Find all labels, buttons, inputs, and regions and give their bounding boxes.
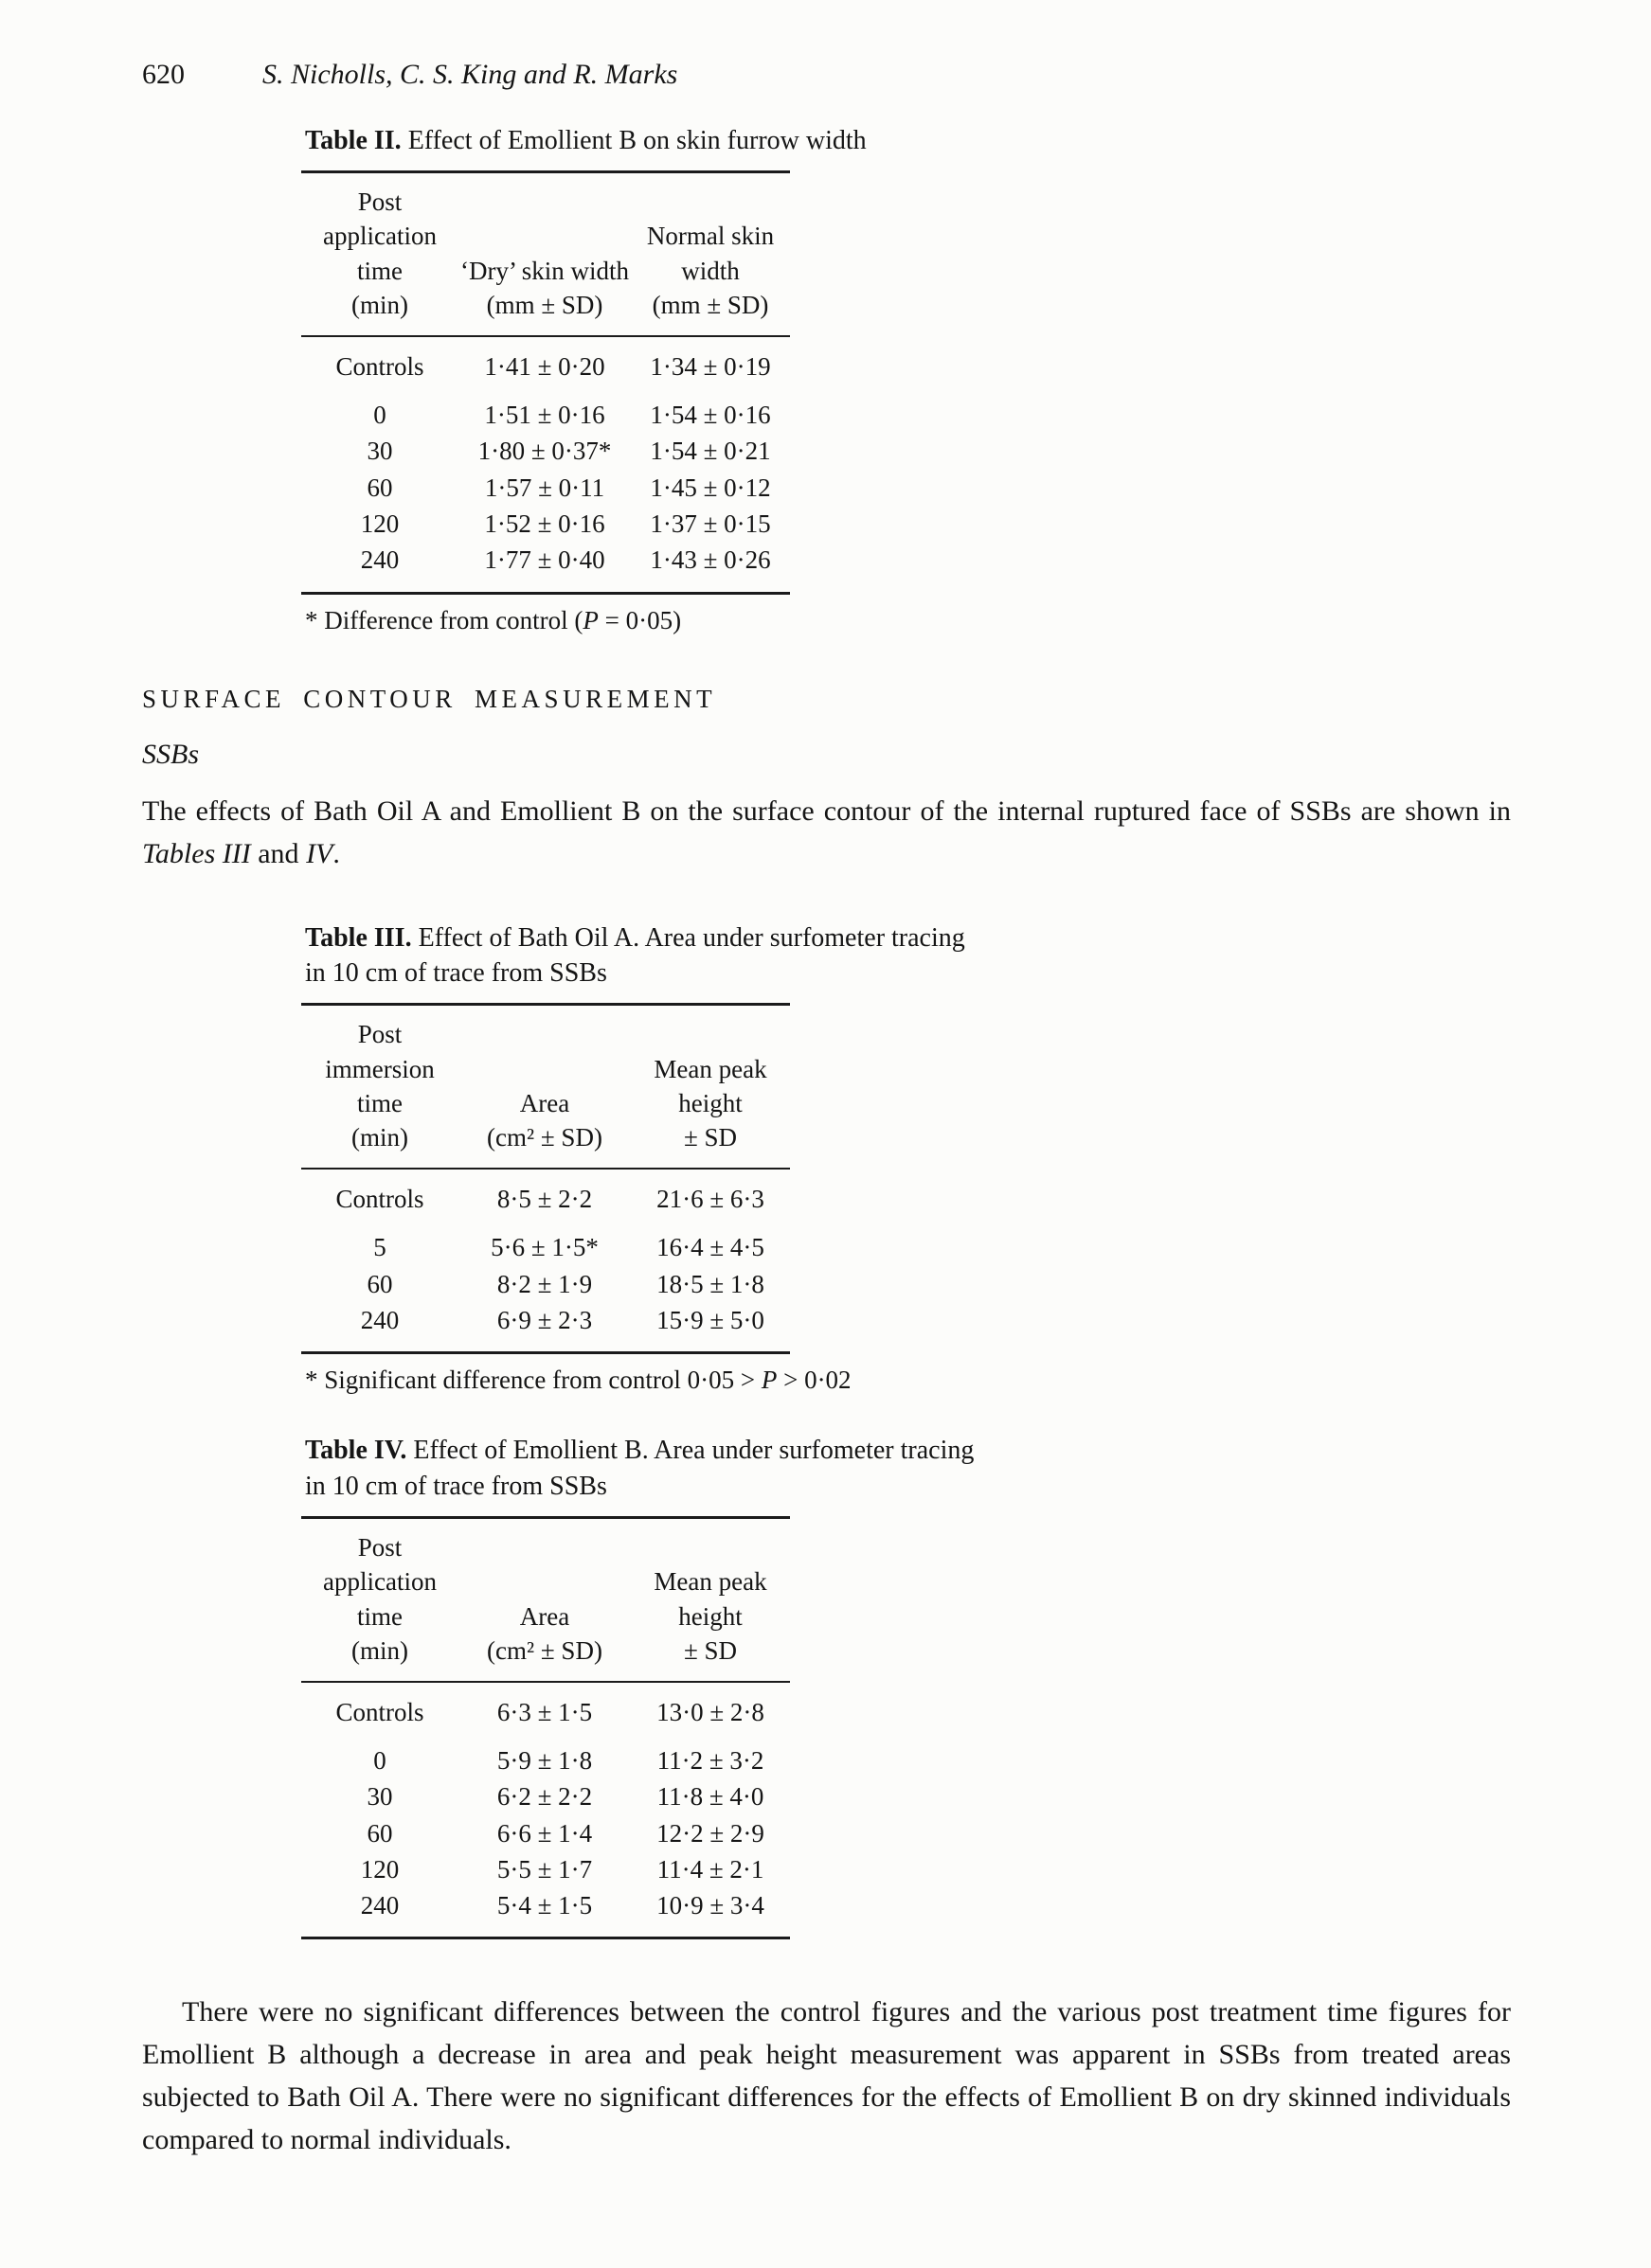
table-row bbox=[301, 348, 790, 384]
table-row bbox=[301, 470, 790, 506]
table-cell: 13·0 ± 2·8 bbox=[656, 1697, 764, 1726]
table4-header-col3: Mean peak height ± SD bbox=[654, 1567, 767, 1666]
table-cell: 1·77 ± 0·40 bbox=[484, 545, 605, 575]
table-cell: 6·6 ± 1·4 bbox=[496, 1818, 593, 1848]
table3-footnote: * Significant difference from control 0·05 > P > 0·02 bbox=[305, 1366, 852, 1395]
table2-caption-label: Table II. bbox=[305, 126, 402, 155]
table3-header-col1: Post immersion time (min) bbox=[325, 1020, 435, 1152]
table-row bbox=[301, 506, 790, 542]
table3-caption bbox=[305, 920, 1157, 992]
table3-body bbox=[301, 1170, 790, 1351]
table2 bbox=[301, 170, 790, 595]
table-cell: 15·9 ± 5·0 bbox=[656, 1305, 764, 1334]
table-cell: 12·2 ± 2·9 bbox=[656, 1818, 764, 1848]
table-cell: 5·6 ± 1·5* bbox=[491, 1233, 599, 1262]
table-cell: 11·4 ± 2·1 bbox=[656, 1854, 764, 1884]
table4-header-col1: Post application time (min) bbox=[323, 1532, 437, 1666]
table-cell: 1·80 ± 0·37* bbox=[477, 437, 612, 466]
table2-header-col3: Normal skin width (mm ± SD) bbox=[646, 222, 775, 320]
table-row bbox=[301, 1815, 790, 1851]
page-number: 620 bbox=[142, 59, 185, 90]
section-heading: SURFACE CONTOUR MEASUREMENT bbox=[142, 684, 717, 713]
table-cell: 1·37 ± 0·15 bbox=[650, 509, 771, 538]
table-row bbox=[301, 1694, 790, 1730]
table-row bbox=[301, 1266, 790, 1302]
table-cell: 18·5 ± 1·8 bbox=[656, 1269, 764, 1298]
table-row bbox=[301, 1229, 790, 1265]
table-cell: 8·5 ± 2·2 bbox=[496, 1184, 593, 1213]
table3-header bbox=[301, 1006, 790, 1170]
table-row bbox=[301, 1742, 790, 1778]
table4-caption-text: Effect of Emollient B. Area under surfometer tracing bbox=[406, 1436, 975, 1466]
table4-caption-label: Table IV. bbox=[305, 1436, 407, 1466]
table-cell: 240 bbox=[360, 545, 400, 575]
table-cell: 1·43 ± 0·26 bbox=[650, 545, 771, 575]
table-cell: Controls bbox=[335, 1184, 424, 1213]
table-cell: Controls bbox=[335, 1697, 424, 1726]
table4-caption bbox=[305, 1433, 1157, 1505]
table-cell: 5 bbox=[373, 1233, 386, 1262]
table-row bbox=[301, 1302, 790, 1338]
table-cell: 30 bbox=[367, 1782, 393, 1812]
table-cell: 60 bbox=[367, 473, 393, 502]
table-cell: 1·52 ± 0·16 bbox=[484, 509, 605, 538]
table2-footnote: * Difference from control (P = 0·05) bbox=[305, 605, 682, 634]
table-row bbox=[301, 433, 790, 469]
authors: S. Nicholls, C. S. King and R. Marks bbox=[262, 59, 678, 90]
table2-body bbox=[301, 337, 790, 592]
table-cell: Controls bbox=[335, 351, 424, 381]
table-row bbox=[301, 397, 790, 433]
table-cell: 1·51 ± 0·16 bbox=[484, 400, 605, 429]
table-cell: 1·57 ± 0·11 bbox=[484, 473, 605, 502]
table-cell: 6·9 ± 2·3 bbox=[496, 1305, 593, 1334]
table-cell: 6·3 ± 1·5 bbox=[496, 1697, 593, 1726]
table-cell: 120 bbox=[360, 509, 400, 538]
table-cell: 1·45 ± 0·12 bbox=[650, 473, 771, 502]
table3-caption-text: Effect of Bath Oil A. Area under surfometer tracing bbox=[411, 922, 965, 953]
table2-header-col2: ‘Dry’ skin width (mm ± SD) bbox=[460, 256, 629, 320]
table3 bbox=[301, 1003, 790, 1354]
table4-header-col2: Area (cm² ± SD) bbox=[487, 1601, 602, 1666]
table-cell: 60 bbox=[367, 1818, 393, 1848]
table-cell: 10·9 ± 3·4 bbox=[656, 1891, 764, 1920]
table2-caption-text: Effect of Emollient B on skin furrow width bbox=[401, 126, 867, 155]
closing-paragraph: There were no significant differences between the control figures and the various post treatment time figures for Emollient B although a decrease in area and peak height measurement was apparent in SSBs from treated areas subjected to Bath Oil A. There were no significant differences for the effects of Emollient B on dry skinned individuals compared to normal individuals. bbox=[142, 1996, 1511, 2156]
table-cell: 1·41 ± 0·20 bbox=[484, 351, 605, 381]
table-cell: 1·54 ± 0·21 bbox=[650, 437, 771, 466]
table-row bbox=[301, 1887, 790, 1923]
table-cell: 5·5 ± 1·7 bbox=[496, 1854, 593, 1884]
table-cell: 0 bbox=[373, 400, 386, 429]
table2-header-col1: Post application time (min) bbox=[323, 187, 437, 320]
table-row bbox=[301, 1181, 790, 1217]
table3-header-col3: Mean peak height ± SD bbox=[654, 1054, 767, 1152]
table2-rows bbox=[301, 397, 790, 579]
table2-header bbox=[301, 173, 790, 337]
running-head bbox=[142, 59, 1511, 91]
table3-rows bbox=[301, 1229, 790, 1338]
intro-paragraph: The effects of Bath Oil A and Emollient B on the surface contour of the internal ruptured face of SSBs are shown in Tables III and IV. bbox=[142, 795, 1511, 869]
table-cell: 60 bbox=[367, 1269, 393, 1298]
table-row bbox=[301, 1778, 790, 1814]
table-cell: 240 bbox=[360, 1305, 400, 1334]
section-subheading: SSBs bbox=[142, 738, 199, 770]
table-cell: 11·2 ± 3·2 bbox=[656, 1745, 764, 1775]
table-cell: 16·4 ± 4·5 bbox=[656, 1233, 764, 1262]
table-cell: 6·2 ± 2·2 bbox=[496, 1782, 593, 1812]
table-cell: 5·4 ± 1·5 bbox=[496, 1891, 593, 1920]
table-row bbox=[301, 542, 790, 578]
table-cell: 30 bbox=[367, 437, 393, 466]
table4-caption-line2: in 10 cm of trace from SSBs bbox=[305, 1471, 607, 1501]
table-cell: 0 bbox=[373, 1745, 386, 1775]
table-cell: 240 bbox=[360, 1891, 400, 1920]
table-cell: 120 bbox=[360, 1854, 400, 1884]
table3-caption-line2: in 10 cm of trace from SSBs bbox=[305, 958, 607, 989]
table4-header bbox=[301, 1519, 790, 1683]
table3-header-col2: Area (cm² ± SD) bbox=[487, 1088, 602, 1152]
table4-rows bbox=[301, 1742, 790, 1924]
table-cell: 1·54 ± 0·16 bbox=[650, 400, 771, 429]
table-cell: 21·6 ± 6·3 bbox=[656, 1184, 764, 1213]
table4 bbox=[301, 1516, 790, 1940]
table-cell: 8·2 ± 1·9 bbox=[496, 1269, 593, 1298]
table-cell: 5·9 ± 1·8 bbox=[496, 1745, 593, 1775]
table2-caption bbox=[305, 123, 1157, 159]
table3-caption-label: Table III. bbox=[305, 922, 412, 953]
table4-body bbox=[301, 1683, 790, 1938]
table-cell: 1·34 ± 0·19 bbox=[650, 351, 771, 381]
table-cell: 11·8 ± 4·0 bbox=[656, 1782, 764, 1812]
table-row bbox=[301, 1851, 790, 1887]
